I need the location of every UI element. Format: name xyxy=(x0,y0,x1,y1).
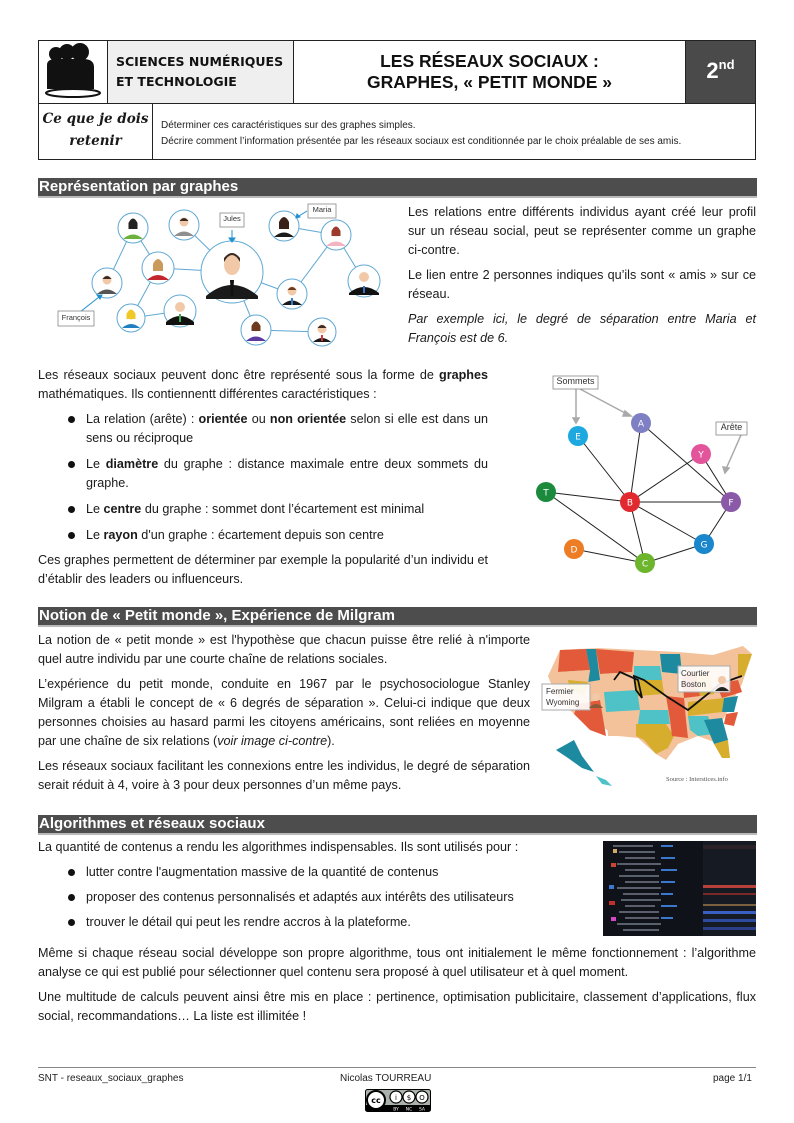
from-label-line2: Wyoming xyxy=(546,698,580,707)
svg-text:A: A xyxy=(637,419,645,430)
italic-text: voir image ci-contre xyxy=(217,734,328,748)
footer-filename: SNT - reseaux_sociaux_graphes xyxy=(38,1073,184,1084)
paragraph: Les relations entre différents individus ayant créé leur profil sur un réseau social, peut se représenter comme un graphe ci-contre. xyxy=(408,205,756,257)
text: Le xyxy=(86,528,104,542)
subject-line-2: ET TECHNOLOGIE xyxy=(116,74,237,89)
text: trouver le détail qui peut les rendre accros à la plateforme. xyxy=(86,915,411,929)
level-badge xyxy=(686,41,755,103)
retenir-label xyxy=(39,104,153,160)
title-line-1: LES RÉSEAUX SOCIAUX : xyxy=(380,51,599,71)
bullet-icon xyxy=(68,506,75,513)
svg-text:i: i xyxy=(395,1094,397,1102)
usa-map-svg xyxy=(538,640,758,792)
characteristics-list xyxy=(86,410,488,545)
svg-text:cc: cc xyxy=(371,1096,381,1105)
to-label-line1: Courtier xyxy=(681,669,710,678)
paragraph: La quantité de contenus a rendu les algorithmes indispensables. Ils sont utilisés pour : xyxy=(38,840,519,854)
list-item xyxy=(86,526,488,545)
section-title-representation: Représentation par graphes xyxy=(38,178,757,198)
list-item xyxy=(86,410,488,448)
paragraph: Le lien entre 2 personnes indiques qu’ils sont « amis » sur ce réseau. xyxy=(408,268,756,301)
cc-license-badge xyxy=(365,1089,431,1112)
text: du graphe : sommet dont l’écartement est minimal xyxy=(141,502,425,516)
text: lutter contre l'augmentation massive de la quantité de contenus xyxy=(86,865,439,879)
svg-text:SA: SA xyxy=(418,1107,426,1112)
bold-term: orientée xyxy=(198,412,248,426)
people-logo-icon xyxy=(39,41,108,103)
paragraph: Une multitude de calculs peuvent ainsi être mis en place : pertinence, optimisation publicitaire, classement d’applications, flux social, recommandations… La liste est illimitée ! xyxy=(38,990,756,1023)
paragraph: Les réseaux sociaux facilitant les connexions entre les individus, le degré de séparation serait réduit à 4, voire à 3 pour deux personnes d’un même pays. xyxy=(38,759,530,792)
bold-term: graphes xyxy=(439,368,488,382)
footer-page: page 1/1 xyxy=(713,1073,752,1084)
objective-item: Déterminer ces caractéristiques sur des graphes simples. xyxy=(161,120,416,131)
footer-divider xyxy=(38,1067,756,1068)
document-header xyxy=(38,40,756,160)
francois-label: François xyxy=(61,313,91,322)
svg-text:B: B xyxy=(626,498,634,509)
text: Le xyxy=(86,502,104,516)
svg-text:D: D xyxy=(570,545,578,556)
list-item xyxy=(86,500,488,519)
graph-characteristics xyxy=(38,366,488,589)
social-network-illustration xyxy=(40,198,400,350)
level-number: 2 xyxy=(706,58,719,83)
from-label-line1: Fermier xyxy=(546,687,574,696)
bullet-icon xyxy=(68,416,75,423)
list-item xyxy=(86,455,488,493)
svg-text:G: G xyxy=(700,540,708,551)
conclusion-paragraph: Ces graphes permettent de déterminer par exemple la popularité d’un individu et d’établir des leaders ou influenceurs. xyxy=(38,553,488,586)
bullet-icon xyxy=(68,532,75,539)
section-title-milgram: Notion de « Petit monde », Expérience de Milgram xyxy=(38,607,757,627)
code-screen-svg xyxy=(603,841,756,936)
algorithm-uses-list xyxy=(86,863,598,932)
retenir-line-1: Ce que je dois xyxy=(42,111,149,127)
example-paragraph: Par exemple ici, le degré de séparation entre Maria et François est de 6. xyxy=(408,312,756,345)
svg-text:BY: BY xyxy=(393,1107,399,1112)
person-nodes xyxy=(92,210,380,346)
algorithms-body xyxy=(38,944,756,1026)
svg-text:E: E xyxy=(575,432,581,443)
vertices-label: Sommets xyxy=(556,376,595,386)
usa-milgram-map xyxy=(538,640,758,792)
from-label xyxy=(546,686,579,708)
text: d'un graphe : écartement depuis son centre xyxy=(137,528,384,542)
graph-explanation xyxy=(408,203,756,348)
text: selon si elle est dans un sens ou réciproque xyxy=(86,412,488,445)
list-item xyxy=(86,913,598,932)
svg-text:F: F xyxy=(728,498,734,509)
page-title xyxy=(294,41,686,103)
bullet-icon xyxy=(68,919,75,926)
level-suffix: nd xyxy=(718,57,735,72)
to-label-line2: Boston xyxy=(681,680,706,689)
title-line-2: GRAPHES, « PETIT MONDE » xyxy=(366,72,613,92)
paragraph: Même si chaque réseau social développe son propre algorithme, tous ont initialement le même fonctionnement : l’algorithme analyse ce qui est publié pour sélectionner quel contenu sera proposé à quel utilisateur et à quel moment. xyxy=(38,946,756,979)
list-item xyxy=(86,863,598,882)
text: proposer des contenus personnalisés et adaptés aux intérêts des utilisateurs xyxy=(86,890,514,904)
algorithms-intro xyxy=(38,838,598,932)
text: mathématiques. Ils contiennentt différentes caractéristiques : xyxy=(38,387,377,401)
text: ou xyxy=(247,412,270,426)
subject-label xyxy=(108,41,294,103)
jules-label: Jules xyxy=(223,214,241,223)
milgram-text xyxy=(38,631,530,795)
bullet-icon xyxy=(68,461,75,468)
list-item xyxy=(86,888,598,907)
bold-term: rayon xyxy=(103,528,138,542)
footer-author: Nicolas TOURREAU xyxy=(340,1073,432,1084)
text: La relation (arête) : xyxy=(86,412,199,426)
bullet-icon xyxy=(68,869,75,876)
bold-term: non orientée xyxy=(269,412,347,426)
svg-text:O: O xyxy=(419,1094,425,1102)
intro-paragraph xyxy=(38,366,488,404)
text: L’expérience du petit monde, conduite en 1967 par le psychosociologue Stanley Milgram a établi le concept de « 6 degrés de séparation ». Celui-ci indique que deux personnes choisies au hasard parmi les citoyens américains, sont reliées en moyenne par une chaîne de six relations ( xyxy=(38,677,530,748)
bullet-icon xyxy=(68,894,75,901)
bold-term: centre xyxy=(103,502,142,516)
cc-by-nc-sa-icon xyxy=(365,1089,431,1112)
objectives-list xyxy=(161,118,681,150)
svg-text:NC: NC xyxy=(405,1107,413,1112)
paragraph xyxy=(38,675,530,751)
map-source: Source : Interstices.info xyxy=(666,776,728,783)
paragraph: La notion de « petit monde » est l'hypothèse que chacun puisse être relié à n'importe quel autre individu par une courte chaîne de relations sociales. xyxy=(38,633,530,666)
graph-diagram xyxy=(520,370,760,580)
text: Le xyxy=(86,457,106,471)
graph-diagram-svg xyxy=(520,370,760,580)
text: ). xyxy=(327,734,335,748)
subject-line-1: SCIENCES NUMÉRIQUES xyxy=(116,54,284,69)
objectives-row xyxy=(39,103,755,160)
maria-label: Maria xyxy=(312,205,332,214)
text: du graphe : distance maximale entre deux sommets du graphe. xyxy=(86,457,488,490)
retenir-line-2: retenir xyxy=(69,133,122,149)
edge-label: Arête xyxy=(720,422,743,432)
algorithm-code-image xyxy=(603,841,756,936)
svg-text:$: $ xyxy=(406,1094,412,1102)
bold-term: diamètre xyxy=(105,457,159,471)
svg-text:Y: Y xyxy=(698,450,704,461)
svg-text:T: T xyxy=(543,488,549,499)
text: Les réseaux sociaux peuvent donc être représenté sous la forme de xyxy=(38,368,439,382)
section-title-algorithms: Algorithmes et réseaux sociaux xyxy=(38,815,757,835)
svg-text:C: C xyxy=(641,559,649,570)
objective-item: Décrire comment l’information présentée par les réseaux sociaux est conditionnée par le choix préalable de ses amis. xyxy=(161,136,682,147)
to-label xyxy=(681,668,709,690)
